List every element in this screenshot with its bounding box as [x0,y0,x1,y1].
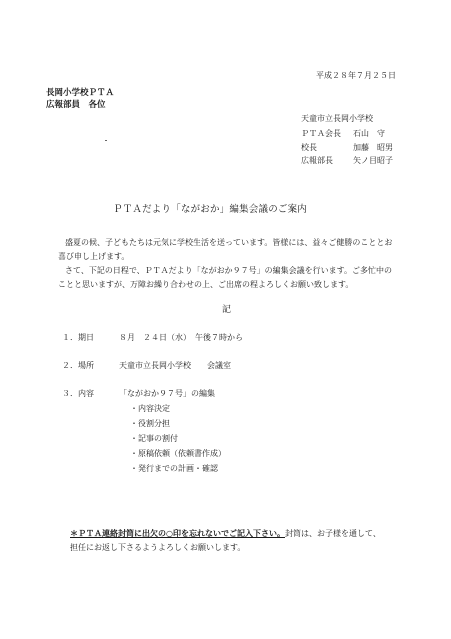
item-3-value: 「ながおか９７号」の編集 [119,389,215,398]
item-3-label: ３．内容 [62,389,94,398]
sender-role-1: ＰＴＡ会長 [301,129,341,138]
subitem-4: ・原稿依頼（依頼書作成） [130,449,226,458]
recipient-line-2: 広報部員 各位 [46,100,106,110]
note-rest: 封筒は、お子様を通して、 [284,529,381,538]
greeting-line-4: ことと思いますが、万障お繰り合わせの上、ご出席の程よろしくお願い致します。 [58,280,354,289]
recipient-line-1: 長岡小学校ＰＴＡ [46,88,115,98]
subitem-1: ・内容決定 [130,404,170,413]
item-2-label: ２．場所 [62,361,94,370]
sender-role-2: 校長 [301,143,317,152]
greeting-line-3: さて、下記の日程で、ＰＴＡだより「ながおか９７号」の編集会議を行います。ご多忙中の [65,266,393,275]
document-title: ＰＴＡだより「ながおか」編集会議のご案内 [113,204,308,215]
greeting-line-2: 喜び申し上げます。 [58,252,130,261]
subitem-5: ・発行までの計画・確認 [130,464,218,473]
item-1-value: ８月 ２４日（水） 午後７時から [119,333,243,342]
sender-name-3: 矢ノ目昭子 [353,156,393,165]
subitem-2: ・役割分担 [130,419,170,428]
sender-name-2: 加藤 昭男 [353,143,393,152]
item-2-value: 天童市立長岡小学校 会議室 [119,361,231,370]
note-emphasis: ＊ＰＴＡ連絡封筒に出欠の○印を忘れないでご記入下さい。 [70,528,285,538]
document-date: 平成２８年７月２５日 [316,71,396,80]
sender-name-1: 石山 守 [353,129,385,138]
subitem-3: ・記事の割付 [130,434,178,443]
ki-heading: 記 [222,305,232,315]
sender-role-3: 広報部長 [301,156,333,165]
greeting-line-1: 盛夏の候、子どもたちは元気に学校生活を送っています。皆様には、益々ご健勝のこととお [65,238,393,247]
item-1-label: １．期日 [62,333,94,342]
note-line-2: 担任にお返し下さるようよろしくお願いします。 [70,543,246,552]
note-line-1 [70,529,381,538]
scan-speck [105,140,107,141]
sender-school: 天童市立長岡小学校 [301,114,373,123]
